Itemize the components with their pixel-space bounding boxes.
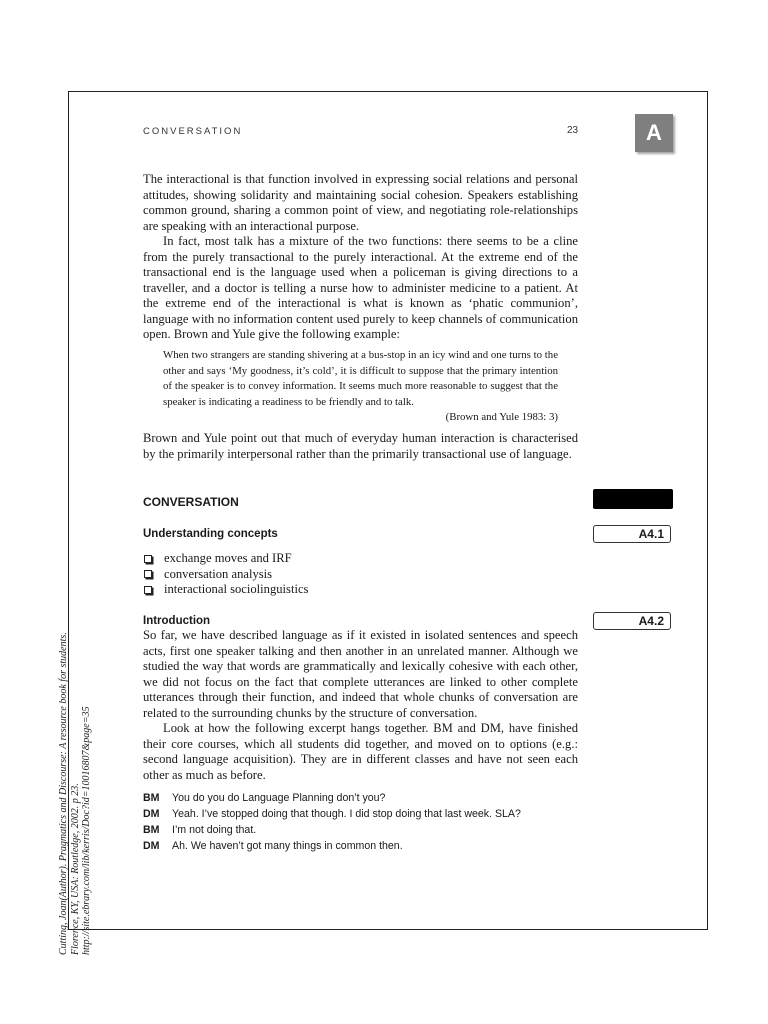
checkbox-bullet-icon bbox=[144, 586, 152, 594]
paragraph-excerpt-intro: Look at how the following excerpt hangs together. BM and DM, have finished their core courses, which all students did together, and moved on to options (e.g.: second language acquisition). They are in different classes and have not seen each other as much as before. bbox=[143, 721, 578, 782]
speaker-label: BM bbox=[143, 792, 160, 804]
citation-line: Cutting, Joan(Author). Pragmatics and Discourse: A resource book for students. bbox=[58, 632, 69, 955]
list-item: conversation analysis bbox=[143, 567, 308, 583]
utterance: Yeah. I’ve stopped doing that though. I did stop doing that last week. SLA? bbox=[172, 808, 521, 820]
dialogue-line bbox=[143, 790, 521, 806]
body-paragraph-summary bbox=[143, 431, 578, 462]
section-heading: CONVERSATION bbox=[143, 495, 239, 509]
dialogue-line bbox=[143, 806, 521, 822]
quote-citation: (Brown and Yule 1983: 3) bbox=[445, 411, 558, 424]
body-paragraphs-introduction bbox=[143, 628, 578, 783]
speaker-label: BM bbox=[143, 824, 160, 836]
section-marker-a4-1: A4.1 bbox=[593, 525, 671, 543]
dialogue-line bbox=[143, 822, 521, 838]
dialogue-line bbox=[143, 838, 521, 854]
paragraph-cline: In fact, most talk has a mixture of the two functions: there seems to be a cline from the purely transactional to the purely interactional. At the extreme end of the transactional end is the language used when a policeman is giving directions to a traveller, and a doctor is telling a nurse how to administer medicine to a patient. At the extreme end of the interactional is what is known as ‘phatic communion’, language with no information content used purely to keep channels of communication open. Brown and Yule give the following example: bbox=[143, 234, 578, 341]
body-paragraphs-top bbox=[143, 172, 578, 343]
paragraph-interactional: The interactional is that function involved in expressing social relations and personal attitudes, showing solidarity and maintaining social cohesion. Speakers establishing common ground, sharing a common point of view, and negotiating role-relationships are speaking with an interactional purpose. bbox=[143, 172, 578, 233]
utterance: You do you do Language Planning don’t you? bbox=[172, 792, 386, 804]
speaker-label: DM bbox=[143, 808, 160, 820]
utterance: I’m not doing that. bbox=[172, 824, 257, 836]
concepts-list bbox=[143, 551, 308, 598]
quote-text: When two strangers are standing shivering at a bus-stop in an icy wind and one turns to the other and says ‘My goodness, it’s cold’, it is difficult to suppose that the primary intention of the speaker is to convey information. It seems much more reasonable to suggest that the speaker is indicating a readiness to be friendly and to talk. bbox=[163, 349, 558, 408]
section-bar bbox=[593, 489, 673, 509]
page-number: 23 bbox=[567, 125, 579, 136]
section-tab-badge: A bbox=[635, 114, 673, 152]
dialogue-excerpt bbox=[143, 790, 521, 854]
block-quote bbox=[163, 348, 558, 426]
checkbox-bullet-icon bbox=[144, 570, 152, 578]
list-item: exchange moves and IRF bbox=[143, 551, 308, 567]
section-marker-a4-2: A4.2 bbox=[593, 612, 671, 630]
paragraph-summary: Brown and Yule point out that much of everyday human interaction is characterised by the primarily interpersonal rather than the primarily transactional use of language. bbox=[143, 431, 578, 461]
subsection-heading-concepts: Understanding concepts bbox=[143, 528, 278, 540]
citation-line: Florence, KY, USA: Routledge, 2002. p 23. bbox=[69, 783, 81, 955]
speaker-label: DM bbox=[143, 840, 160, 852]
running-head: CONVERSATION bbox=[143, 126, 243, 137]
subsection-heading-introduction: Introduction bbox=[143, 615, 211, 627]
paragraph-introduction: So far, we have described language as if it existed in isolated sentences and speech acts, first one speaker talking and then another in an unrelated manner. Although we studied the way that words are grammatically and lexically cohesive with each other, we did not focus on the fact that complete utterances are linked to other complete utterances through their function, and indeed that whole chunks of conversation are related to the surrounding chunks by the structure of conversation. bbox=[143, 628, 578, 720]
list-item: interactional sociolinguistics bbox=[143, 582, 308, 598]
checkbox-bullet-icon bbox=[144, 555, 152, 563]
citation-side-note bbox=[58, 595, 93, 955]
utterance: Ah. We haven’t got many things in common then. bbox=[172, 840, 403, 852]
citation-url[interactable]: http://site.ebrary.com/lib/kerris/Doc?id=10016807&page=35 bbox=[81, 706, 92, 955]
